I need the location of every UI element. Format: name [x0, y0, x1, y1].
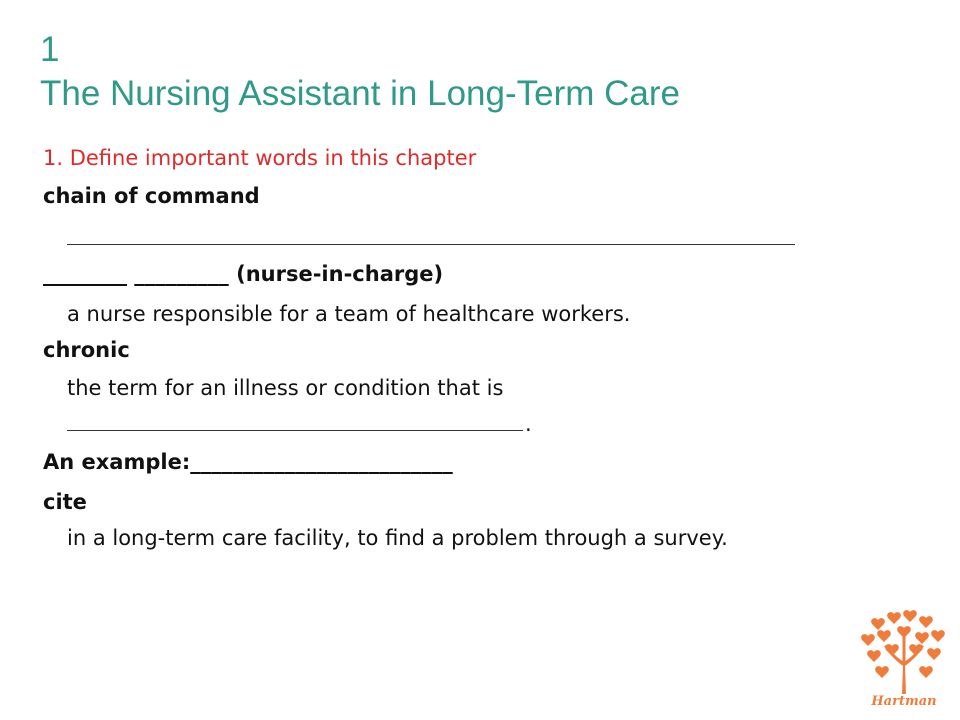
slide-title-block	[40, 28, 680, 116]
hartman-logo	[858, 606, 950, 714]
term-example: An example:_________________________	[43, 450, 453, 474]
definition-nurse-in-charge: a nurse responsible for a team of healthcare workers.	[67, 302, 631, 326]
term-cite: cite	[43, 490, 87, 514]
learning-objective: 1. Define important words in this chapter	[43, 146, 477, 170]
logo-wordmark: Hartman	[871, 694, 937, 709]
definition-chronic: the term for an illness or condition that is	[67, 376, 504, 400]
term-chronic: chronic	[43, 338, 130, 362]
heart-tree-icon	[858, 606, 950, 696]
definition-chronic-period: .	[525, 412, 532, 436]
term-chain-of-command: chain of command	[43, 184, 260, 208]
chapter-number: 1	[40, 30, 60, 69]
blank-line-chain-of-command	[67, 244, 795, 245]
definition-cite: in a long-term care facility, to find a problem through a survey.	[67, 526, 728, 550]
blank-line-chronic	[67, 430, 523, 431]
chapter-title: The Nursing Assistant in Long-Term Care	[40, 74, 680, 113]
term-nurse-in-charge: ________ _________ (nurse-in-charge)	[43, 262, 444, 286]
